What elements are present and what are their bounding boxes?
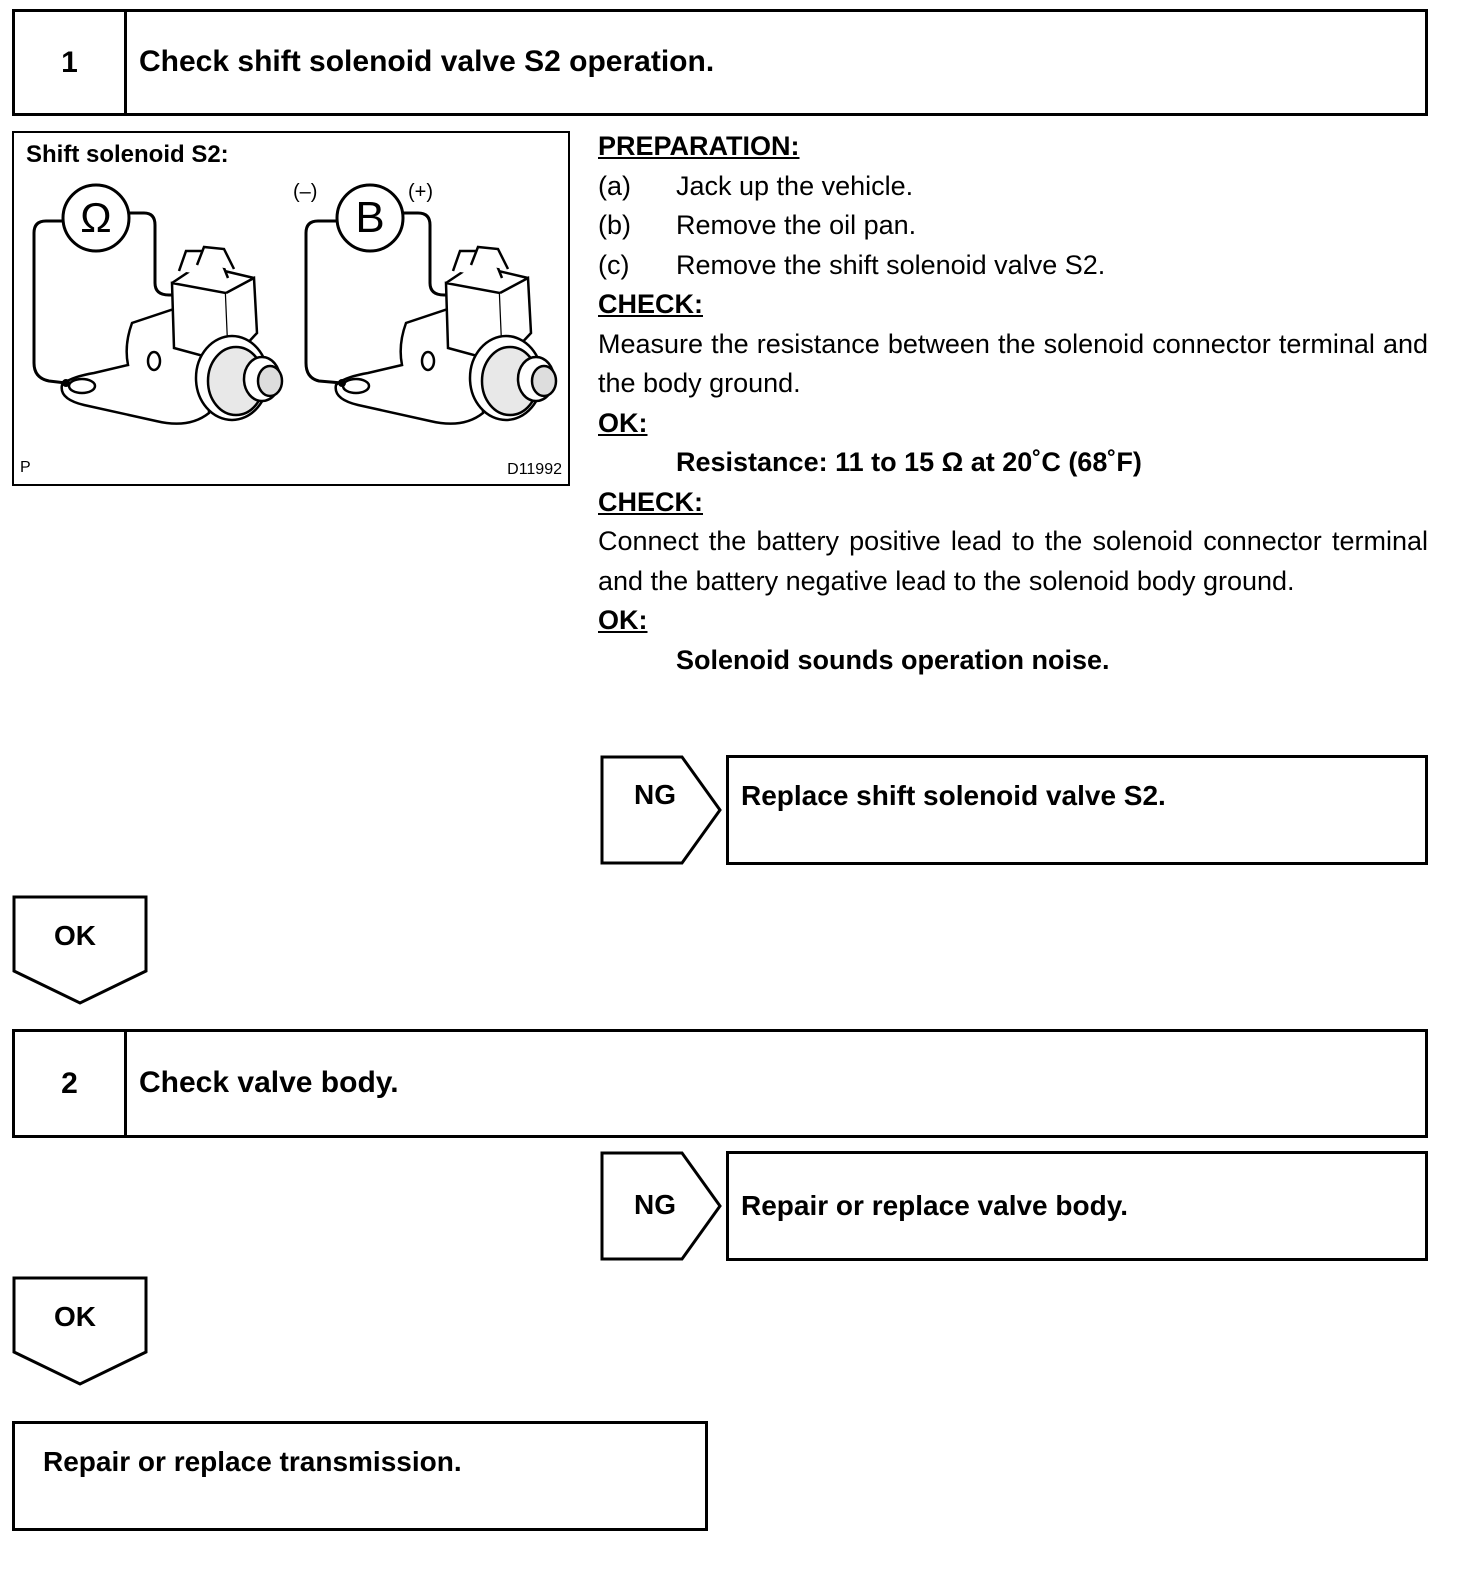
prep-step-marker: (b) bbox=[598, 210, 631, 240]
ok1-label: OK bbox=[54, 920, 96, 951]
ok1-spec: Resistance: 11 to 15 Ω at 20˚C (68˚F) bbox=[676, 447, 1142, 477]
step2-title: Check valve body. bbox=[139, 1066, 399, 1099]
prep-step-b bbox=[598, 206, 1428, 246]
figure-corner-label: P bbox=[20, 459, 31, 476]
preparation-header: PREPARATION: bbox=[598, 131, 800, 161]
negative-terminal-label: (–) bbox=[293, 181, 318, 203]
ng2-action-box bbox=[726, 1151, 1428, 1261]
step1-title: Check shift solenoid valve S2 operation. bbox=[139, 45, 715, 78]
check2-header: CHECK: bbox=[598, 486, 703, 517]
ok2-spec: Solenoid sounds operation noise. bbox=[676, 644, 1110, 675]
ng2-action: Repair or replace valve body. bbox=[741, 1190, 1128, 1221]
ng1-label: NG bbox=[634, 779, 676, 810]
figure-id: D11992 bbox=[507, 461, 562, 478]
prep-step-a bbox=[598, 167, 1428, 207]
check1-text: Measure the resistance between the solenoid connector terminal and the body ground. bbox=[598, 328, 1428, 398]
ng1-action-box bbox=[726, 755, 1428, 865]
figure-solenoid-test bbox=[12, 131, 570, 486]
step1-number-cell bbox=[15, 12, 127, 113]
ng2-label: NG bbox=[634, 1189, 676, 1220]
check2-text: Connect the battery positive lead to the solenoid connector terminal and the battery negative lead to the solenoid body ground. bbox=[598, 526, 1428, 596]
ok2-label: OK bbox=[54, 1301, 96, 1332]
procedure-text bbox=[598, 127, 1428, 680]
final-action: Repair or replace transmission. bbox=[43, 1446, 462, 1477]
ohm-meter-icon: Ω bbox=[80, 194, 112, 241]
ok1-header: OK: bbox=[598, 407, 648, 438]
step2-header bbox=[12, 1029, 1428, 1138]
prep-step-marker: (c) bbox=[598, 249, 630, 280]
final-action-box bbox=[12, 1421, 708, 1531]
battery-symbol-icon: B bbox=[355, 193, 385, 242]
step1-number: 1 bbox=[61, 45, 78, 79]
solenoid-test-illustration bbox=[14, 133, 568, 484]
prep-step-c bbox=[598, 246, 1428, 286]
prep-step-marker: (a) bbox=[598, 170, 631, 201]
prep-step-text: Remove the shift solenoid valve S2. bbox=[676, 249, 1106, 280]
ok2-header: OK: bbox=[598, 605, 648, 635]
check1-header: CHECK: bbox=[598, 289, 703, 319]
prep-step-text: Remove the oil pan. bbox=[676, 210, 917, 240]
prep-step-text: Jack up the vehicle. bbox=[676, 170, 914, 201]
step1-header bbox=[12, 9, 1428, 116]
positive-terminal-label: (+) bbox=[408, 181, 433, 203]
step2-number-cell bbox=[15, 1032, 127, 1135]
ng1-action: Replace shift solenoid valve S2. bbox=[741, 780, 1166, 811]
step2-number: 2 bbox=[61, 1066, 78, 1100]
figure-label: Shift solenoid S2: bbox=[26, 141, 229, 168]
